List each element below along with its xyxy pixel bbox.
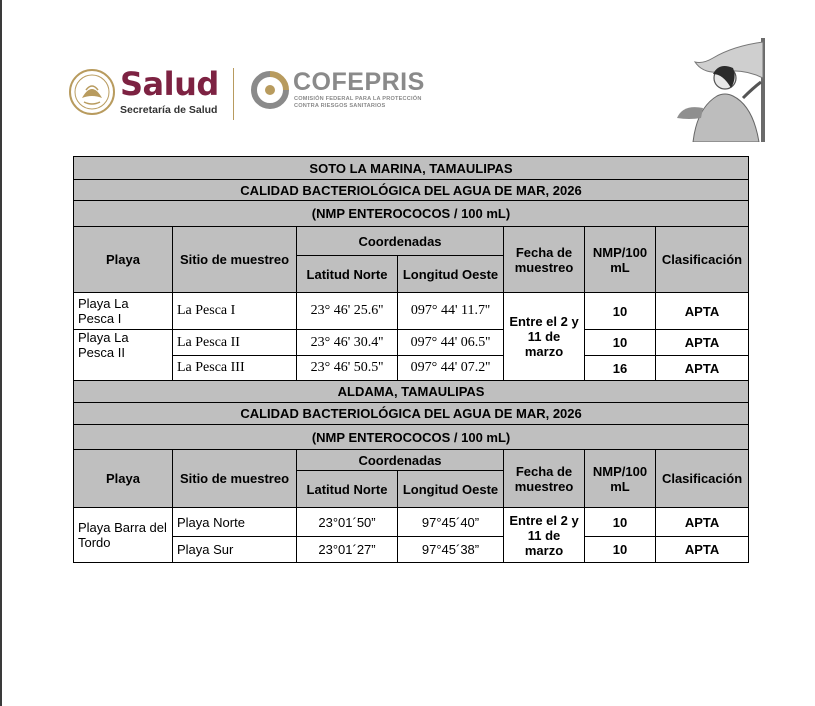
- col-header-sitio: Sitio de muestreo: [173, 450, 297, 508]
- col-header-clasificacion: Clasificación: [656, 450, 749, 508]
- table-location-heading: SOTO LA MARINA, TAMAULIPAS: [74, 157, 749, 180]
- cell-longitud: 97°45´40”: [398, 508, 504, 537]
- col-header-fecha: Fecha de muestreo: [504, 227, 585, 293]
- col-header-nmp: NMP/100 mL: [585, 227, 656, 293]
- cofepris-logo-text: COFEPRIS: [293, 68, 425, 96]
- table-quality-title: CALIDAD BACTERIOLÓGICA DEL AGUA DE MAR, 2026: [74, 180, 749, 201]
- table-units-heading: (NMP ENTEROCOCOS / 100 mL): [74, 201, 749, 227]
- col-header-longitud: Longitud Oeste: [398, 256, 504, 293]
- logo-divider: [233, 68, 234, 120]
- cell-longitud: 097° 44' 11.7'': [398, 293, 504, 330]
- cell-clasificacion: APTA: [656, 330, 749, 356]
- cell-longitud: 097° 44' 06.5'': [398, 330, 504, 356]
- table-location-heading: ALDAMA, TAMAULIPAS: [74, 381, 749, 403]
- page-left-border: [0, 0, 2, 706]
- cell-playa: Playa La Pesca I: [74, 293, 173, 330]
- cell-clasificacion: APTA: [656, 508, 749, 537]
- cell-playa: Playa Barra del Tordo: [74, 508, 173, 563]
- salud-subtitle: Secretaría de Salud: [120, 104, 218, 116]
- cell-playa: Playa La Pesca II: [74, 330, 173, 381]
- cofepris-subtitle: [294, 96, 422, 110]
- cell-fecha: Entre el 2 y 11 de marzo: [504, 508, 585, 563]
- cell-longitud: 97°45´38”: [398, 537, 504, 563]
- table-row: [74, 330, 749, 356]
- water-quality-table-aldama: [73, 380, 749, 563]
- cell-fecha: Entre el 2 y 11 de marzo: [504, 293, 585, 381]
- col-header-coordenadas: Coordenadas: [297, 450, 504, 471]
- cell-latitud: 23°01´27”: [297, 537, 398, 563]
- cell-latitud: 23°01´50”: [297, 508, 398, 537]
- page-header: [60, 62, 760, 128]
- cofepris-subtitle-line1: COMISIÓN FEDERAL PARA LA PROTECCIÓN: [294, 96, 422, 102]
- col-header-nmp: NMP/100 mL: [585, 450, 656, 508]
- col-header-longitud: Longitud Oeste: [398, 471, 504, 508]
- cell-sitio: La Pesca II: [173, 330, 297, 356]
- cofepris-logo-icon: [250, 70, 290, 110]
- cell-nmp: 10: [585, 293, 656, 330]
- cell-sitio: Playa Norte: [173, 508, 297, 537]
- table-row: [74, 508, 749, 537]
- cell-sitio: La Pesca I: [173, 293, 297, 330]
- col-header-latitud: Latitud Norte: [297, 471, 398, 508]
- cell-nmp: 16: [585, 356, 656, 381]
- cell-clasificacion: APTA: [656, 356, 749, 381]
- col-header-sitio: Sitio de muestreo: [173, 227, 297, 293]
- cell-clasificacion: APTA: [656, 293, 749, 330]
- cell-nmp: 10: [585, 537, 656, 563]
- heroine-with-flag-illustration-icon: [673, 38, 773, 142]
- cell-nmp: 10: [585, 508, 656, 537]
- cell-clasificacion: APTA: [656, 537, 749, 563]
- salud-logo-text: Salud: [120, 65, 219, 103]
- col-header-clasificacion: Clasificación: [656, 227, 749, 293]
- col-header-coordenadas: Coordenadas: [297, 227, 504, 256]
- cell-latitud: 23° 46' 30.4'': [297, 330, 398, 356]
- col-header-playa: Playa: [74, 450, 173, 508]
- col-header-fecha: Fecha de muestreo: [504, 450, 585, 508]
- water-quality-table-soto-la-marina: [73, 156, 749, 381]
- col-header-playa: Playa: [74, 227, 173, 293]
- table-row: [74, 537, 749, 563]
- table-row: [74, 356, 749, 381]
- cell-nmp: 10: [585, 330, 656, 356]
- coat-of-arms-seal-icon: [68, 68, 116, 116]
- cell-sitio: Playa Sur: [173, 537, 297, 563]
- table-units-heading: (NMP ENTEROCOCOS / 100 mL): [74, 425, 749, 450]
- table-quality-title: CALIDAD BACTERIOLÓGICA DEL AGUA DE MAR, 2026: [74, 403, 749, 425]
- cell-longitud: 097° 44' 07.2'': [398, 356, 504, 381]
- cofepris-subtitle-line2: CONTRA RIESGOS SANITARIOS: [294, 103, 386, 109]
- col-header-latitud: Latitud Norte: [297, 256, 398, 293]
- cell-latitud: 23° 46' 25.6'': [297, 293, 398, 330]
- cell-latitud: 23° 46' 50.5'': [297, 356, 398, 381]
- cell-sitio: La Pesca III: [173, 356, 297, 381]
- table-row: [74, 293, 749, 330]
